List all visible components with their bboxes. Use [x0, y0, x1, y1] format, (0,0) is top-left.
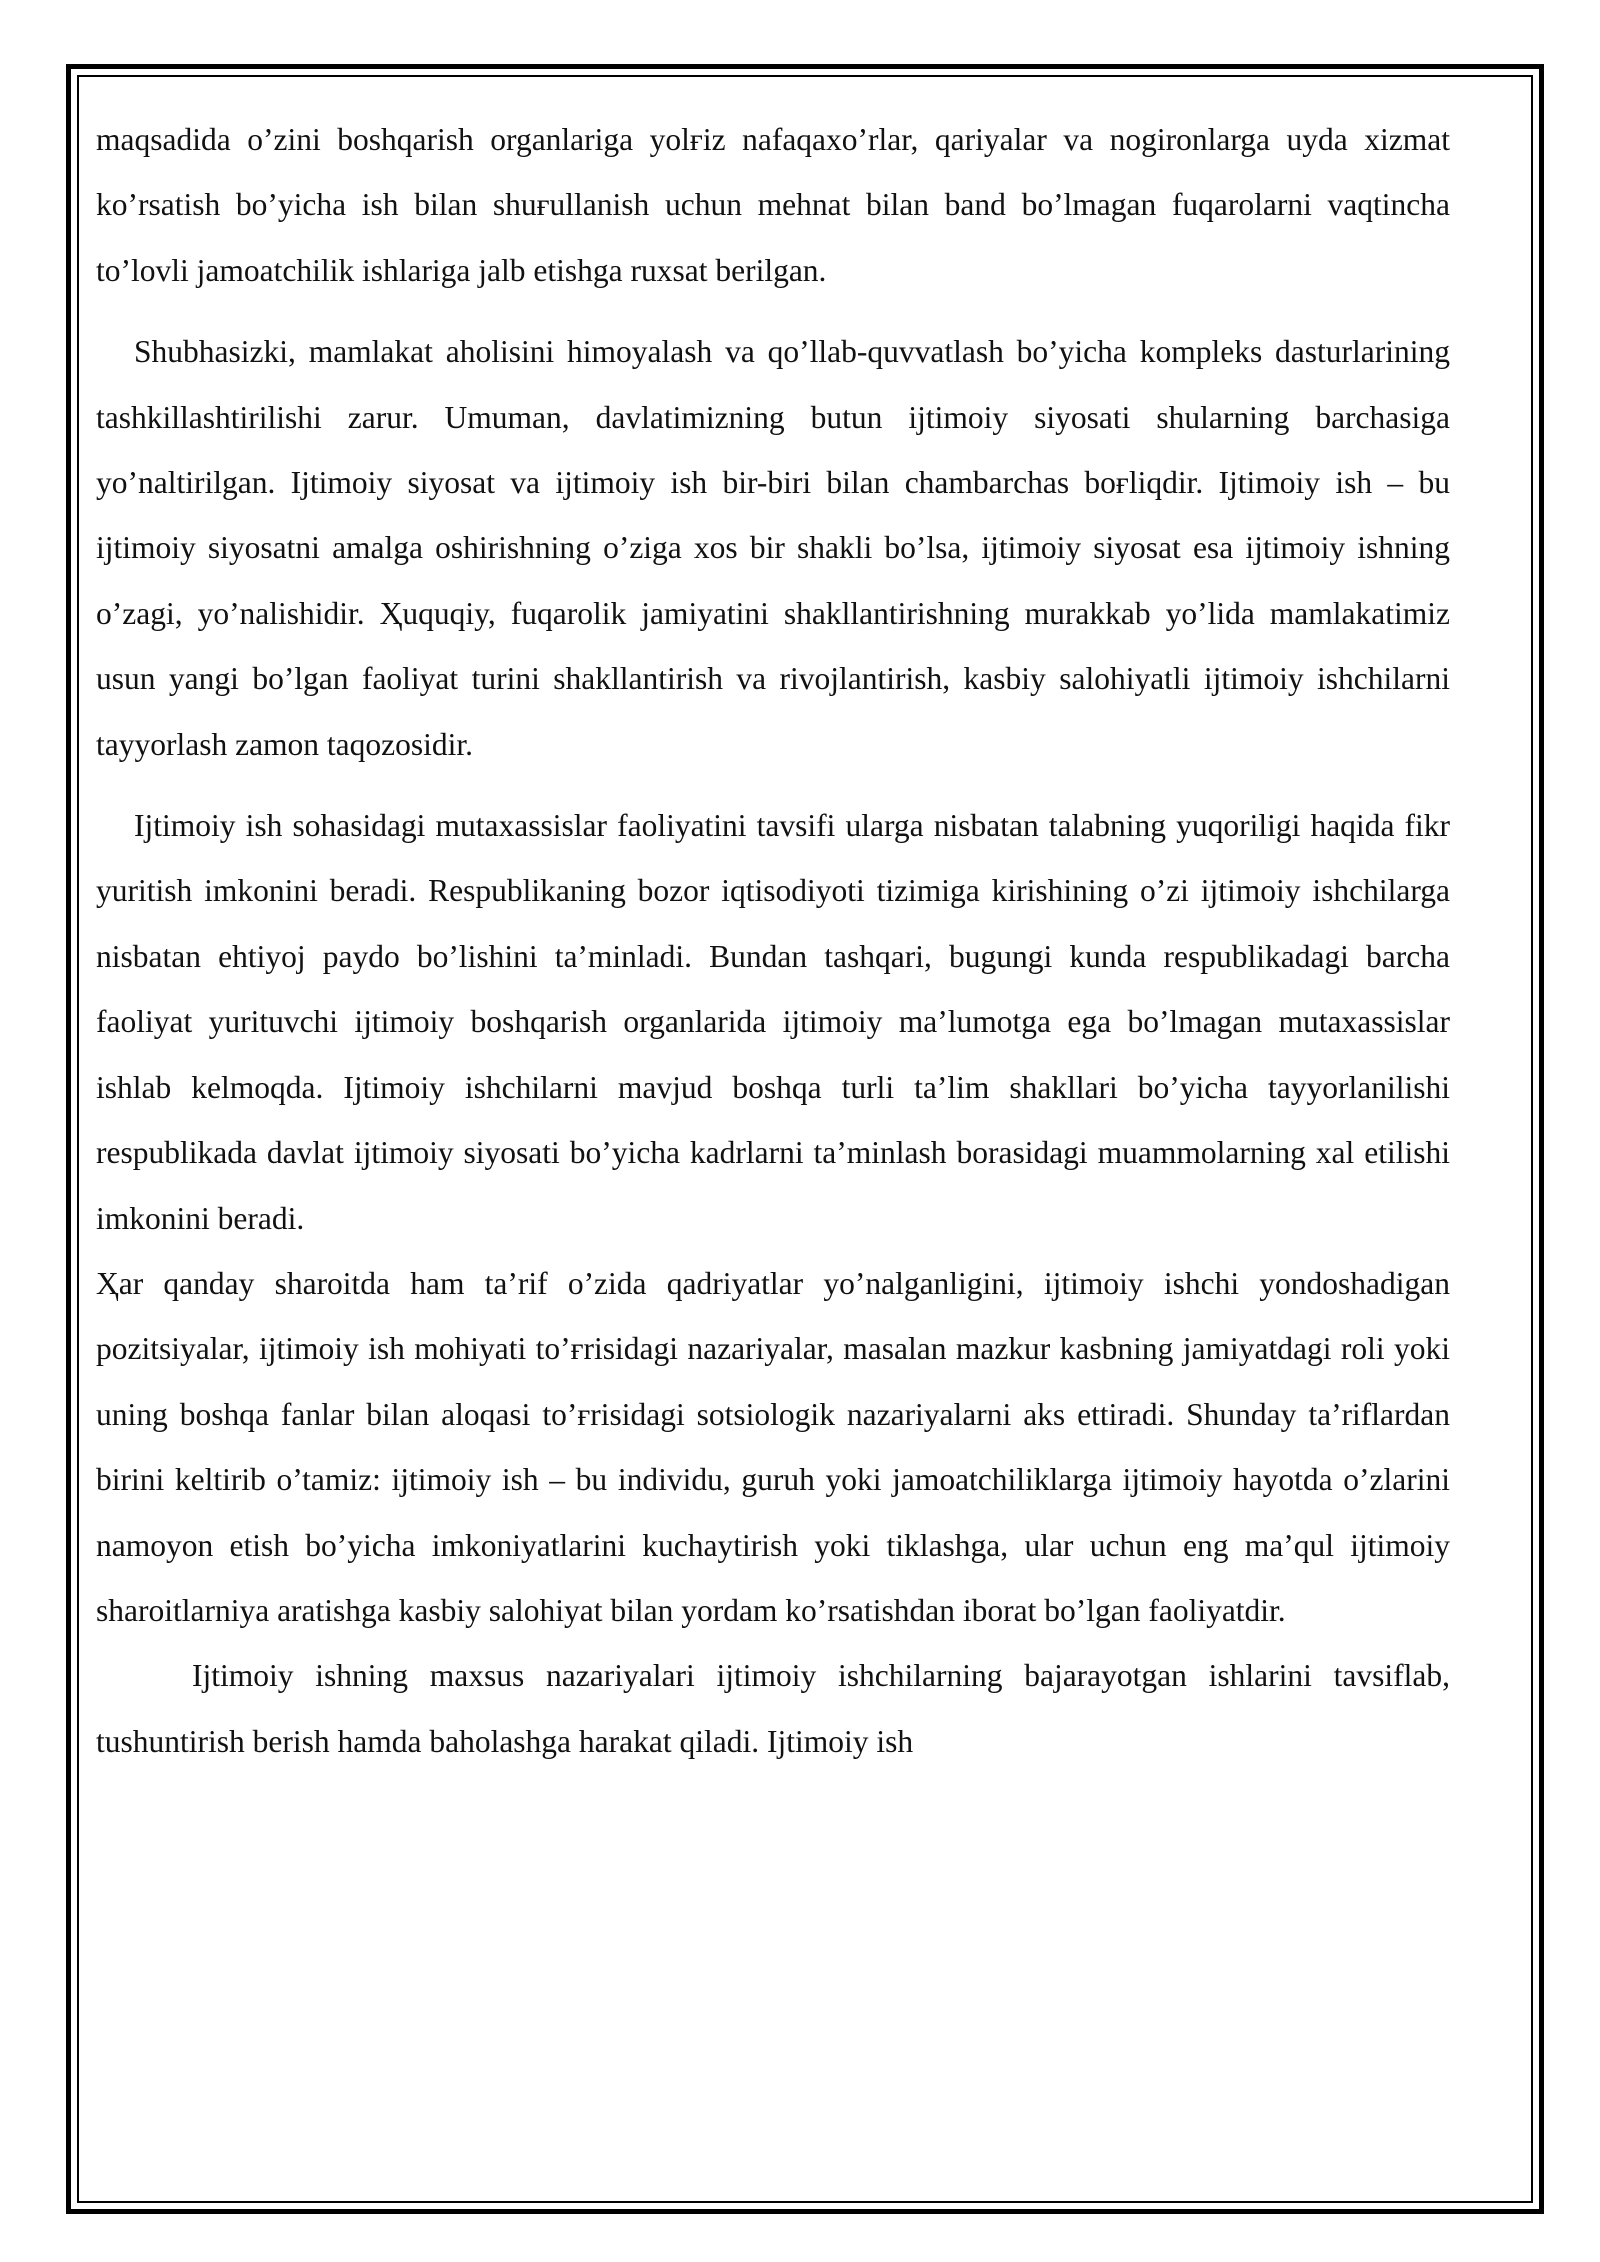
paragraph-5: Ijtimoiy ishning maxsus nazariyalari ijtimoiy ishchilarning bajarayotgan ishlarini tavsiflab, tushuntirish berish hamda baholashga harakat qiladi. Ijtimoiy ish [96, 1658, 1450, 1759]
paragraph-1: maqsadida o’zini boshqarish organlariga yolғiz nafaqaxo’rlar, qariyalar va nogironlarga uyda xizmat ko’rsatish bo’yicha ish bilan shuғullanish uchun mehnat bilan band bo’lmagan fuqarolarni vaqtincha to’lovli jamoatchilik ishlariga jalb etishga ruxsat berilgan. [96, 122, 1450, 288]
paragraph-2: Shubhasizki, mamlakat aholisini himoyalash va qo’llab-quvvatlash bo’yicha kompleks dasturlarining tashkillashtirilishi zarur. Umuman, davlatimizning butun ijtimoiy siyosati shularning barchasiga yo’naltirilgan. Ijtimoiy siyosat va ijtimoiy ish bir-biri bilan chambarchas boғliqdir. Ijtimoiy ish – bu ijtimoiy siyosatni amalga oshirishning o’ziga xos bir shakli bo’lsa, ijtimoiy siyosat esa ijtimoiy ishning o’zagi, yo’nalishidir. Ҳuquqiy, fuqarolik jamiyatini shakllantirishning murakkab yo’lida mamlakatimiz usun yangi bo’lgan faoliyat turini shakllantirish va rivojlantirish, kasbiy salohiyatli ijtimoiy ishchilarni tayyorlash zamon taqozosidir. [96, 334, 1450, 762]
paragraph-4: Ҳar qanday sharoitda ham ta’rif o’zida qadriyatlar yo’nalganligini, ijtimoiy ishchi yondoshadigan pozitsiyalar, ijtimoiy ish mohiyati to’ғrisidagi nazariyalar, masalan mazkur kasbning jamiyatdagi roli yoki uning boshqa fanlar bilan aloqasi to’ғrisidagi sotsiologik nazariyalarni aks ettiradi. Shunday ta’riflardan birini keltirib o’tamiz: ijtimoiy ish – bu individu, guruh yoki jamoatchiliklarga ijtimoiy hayotda o’zlarini namoyon etish bo’yicha imkoniyatlarini kuchaytirish yoki tiklashga, ular uchun eng ma’qul ijtimoiy sharoitlarniya aratishga kasbiy salohiyat bilan yordam ko’rsatishdan iborat bo’lgan faoliyatdir. [96, 1265, 1450, 1628]
document-body [96, 107, 1450, 1774]
paragraph-3: Ijtimoiy ish sohasidagi mutaxassislar faoliyatini tavsifi ularga nisbatan talabning yuqoriligi haqida fikr yuritish imkonini beradi. Respublikaning bozor iqtisodiyoti tizimiga kirishining o’zi ijtimoiy ishchilarga nisbatan ehtiyoj paydo bo’lishini ta’minladi. Bundan tashqari, bugungi kunda respublikadagi barcha faoliyat yurituvchi ijtimoiy boshqarish organlarida ijtimoiy ma’lumotga ega bo’lmagan mutaxassislar ishlab kelmoqda. Ijtimoiy ishchilarni mavjud boshqa turli ta’lim shakllari bo’yicha tayyorlanilishi respublikada davlat ijtimoiy siyosati bo’yicha kadrlarni ta’minlash borasidagi muammolarning xal etilishi imkonini beradi. [96, 808, 1450, 1236]
